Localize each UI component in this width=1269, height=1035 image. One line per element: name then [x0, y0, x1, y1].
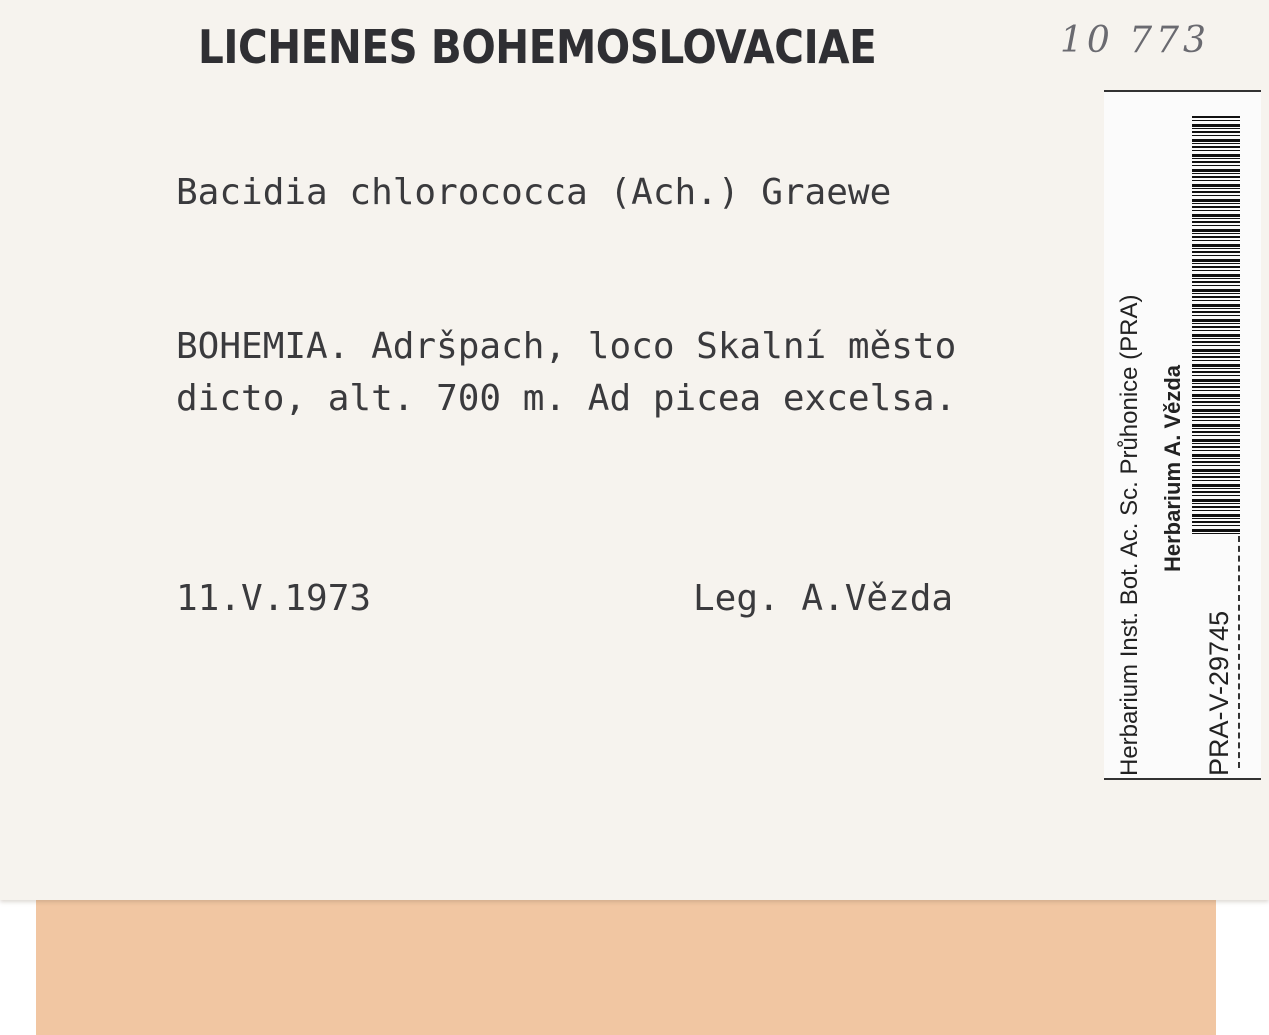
label-header: LICHENES BOHEMOSLOVACIAE [198, 20, 877, 74]
herbarium-barcode-label [1104, 90, 1261, 780]
collection-date: 11.V.1973 [176, 578, 372, 619]
dashed-divider [1238, 536, 1240, 768]
locality-line-1: BOHEMIA. Adršpach, loco Skalní město [176, 326, 957, 367]
species-name: Bacidia chlorococca (Ach.) Graewe [176, 172, 892, 213]
locality-line-2: dicto, alt. 700 m. Ad picea excelsa. [176, 378, 957, 419]
specimen-id: PRA-V-29745 [1204, 610, 1234, 776]
barcode-icon [1192, 116, 1240, 536]
handwritten-number: 10 773 [1060, 20, 1210, 61]
herbarium-collection-name: Herbarium A. Vězda [1160, 364, 1185, 572]
envelope-background [36, 898, 1216, 1035]
herbarium-institution: Herbarium Inst. Bot. Ac. Sc. Průhonice (PRA) [1116, 294, 1143, 776]
collector: Leg. A.Vězda [693, 578, 954, 619]
